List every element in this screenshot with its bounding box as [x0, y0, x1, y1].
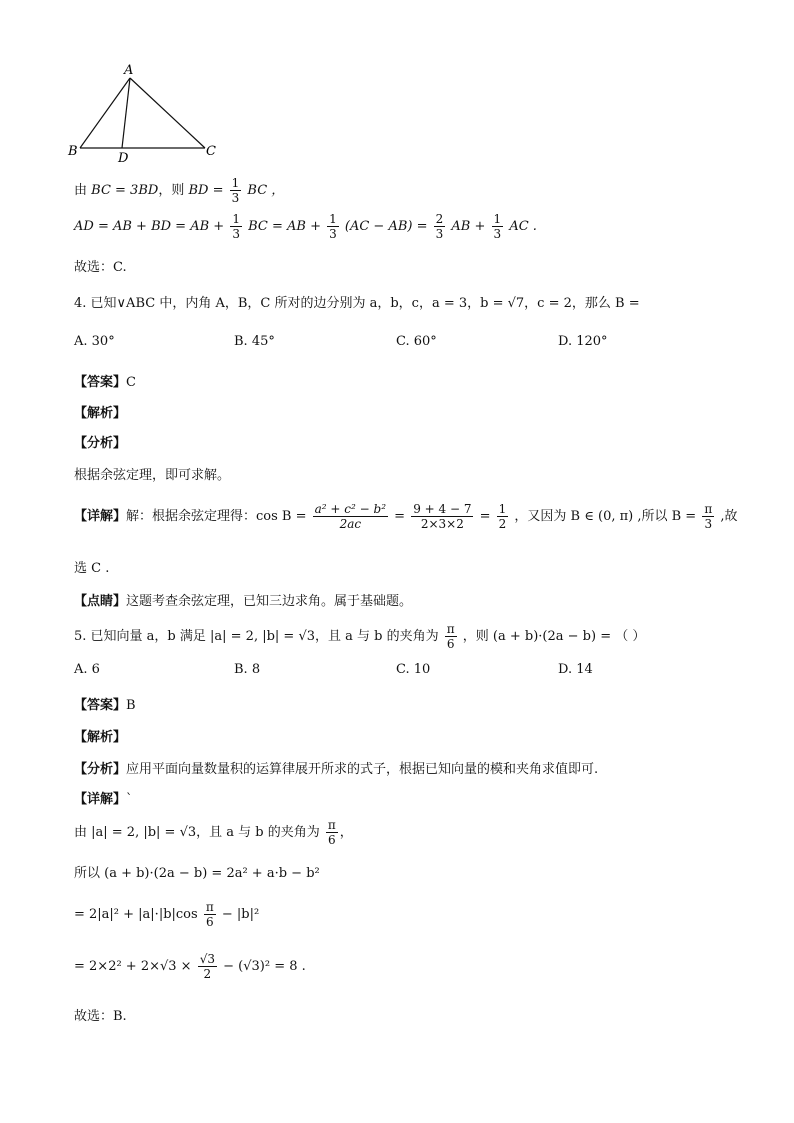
frac-cosine: $\frac{\text{a² + c² − b²}}{2ac}$: [314, 502, 387, 531]
frac-half: $\frac{1}{2}$: [498, 502, 507, 531]
q4-stem: 4. 已知∨ABC 中，内角 A，B，C 所对的边分别为 a，b，c，a = 3，b = √7，c = 2，那么 B =: [74, 296, 640, 311]
frac-one-third: $\frac{1}{3}$: [493, 212, 502, 241]
q5-detail-label: 【详解】`: [74, 792, 133, 807]
q3-line1: 由 BC = 3BD，则 BD = $\frac{1}{3}$ BC ，: [74, 176, 285, 205]
label-a: A: [124, 63, 134, 78]
label-c: C: [206, 144, 216, 159]
q5-stem: 5. 已知向量 a，b 满足 |a| = 2, |b| = √3，且 a 与 b 的夹角为 $\frac{\pi}{6}$ ，则 (a + b)·(2a − b) = （ ）: [74, 622, 646, 651]
q5-option-d: D. 14: [558, 662, 593, 677]
frac-one-third: $\frac{1}{3}$: [232, 212, 240, 241]
frac-pi-third: $\frac{\pi}{3}$: [704, 502, 713, 531]
q4-option-a: A. 30°: [74, 334, 115, 349]
q4-dianjing: 【点睛】这题考查余弦定理，已知三边求角。属于基础题。: [74, 594, 413, 609]
q3-line2: AD = AB + BD = AB + $\frac{1}{3}$ BC = AB + $\frac{1}{3}$ (AC − AB) = $\frac{2}{3}$ AB + $\frac{1}{3}$ AC .: [74, 212, 537, 241]
q5-analysis-label: 【解析】: [74, 730, 127, 745]
side-ab: [80, 78, 130, 148]
q5-line4: = 2×2² + 2×√3 × $\frac{√3}{2}$ − (√3)² = 8 .: [74, 952, 306, 981]
label-d: D: [118, 151, 129, 166]
frac-pi-sixth: $\frac{\pi}{6}$: [446, 622, 455, 651]
side-ac: [130, 78, 205, 148]
q3-answer: 故选：C.: [74, 260, 127, 275]
q5-option-c: C. 10: [396, 662, 431, 677]
q5-answer: 【答案】B: [74, 698, 136, 713]
q5-option-b: B. 8: [234, 662, 261, 677]
frac-pi-sixth: $\frac{\pi}{6}$: [327, 818, 336, 847]
q5-line3: = 2|a|² + |a|·|b|cos $\frac{\pi}{6}$ − |b|²: [74, 900, 260, 929]
triangle-figure: [60, 58, 230, 168]
q4-fenxi-label: 【分析】: [74, 436, 127, 451]
q4-option-d: D. 120°: [558, 334, 608, 349]
q4-detail-line1: 【详解】解：根据余弦定理得：cos B = $\frac{\text{a² + c² − b²}}{2ac}$ = $\frac{9 + 4 - 7}{2\times 3\times 2}$ = $\frac{1}{2}$ ，又因为 B ∈ (0, π) ,所以 B = $\frac{\pi}{3}$ ,故: [74, 502, 738, 531]
q4-option-c: C. 60°: [396, 334, 437, 349]
frac-sqrt3-half: $\frac{√3}{2}$: [199, 952, 215, 981]
frac-pi-sixth: $\frac{\pi}{6}$: [205, 900, 214, 929]
q5-option-a: A. 6: [74, 662, 100, 677]
frac-two-thirds: $\frac{2}{3}$: [435, 212, 444, 241]
label-b: B: [68, 144, 78, 159]
q5-answer-line: 故选：B.: [74, 1009, 127, 1024]
q5-line2: 所以 (a + b)·(2a − b) = 2a² + a·b − b²: [74, 866, 320, 881]
q4-analysis-label: 【解析】: [74, 406, 127, 421]
q4-detail-line2: 选 C .: [74, 561, 110, 576]
frac-one-third: $\frac{1}{3}$: [329, 212, 337, 241]
q5-fenxi: 【分析】应用平面向量数量积的运算律展开所求的式子，根据已知向量的模和夹角求值即可.: [74, 762, 599, 777]
q4-answer: 【答案】C: [74, 375, 136, 390]
q4-option-b: B. 45°: [234, 334, 275, 349]
frac-values: $\frac{9 + 4 - 7}{2\times 3\times 2}$: [413, 502, 472, 531]
q4-fenxi-text: 根据余弦定理，即可求解。: [74, 468, 231, 483]
frac-one-third: $\frac{1}{3}$: [231, 176, 240, 205]
q5-line1: 由 |a| = 2, |b| = √3，且 a 与 b 的夹角为 $\frac{\pi}{6}$ ，: [74, 818, 353, 847]
